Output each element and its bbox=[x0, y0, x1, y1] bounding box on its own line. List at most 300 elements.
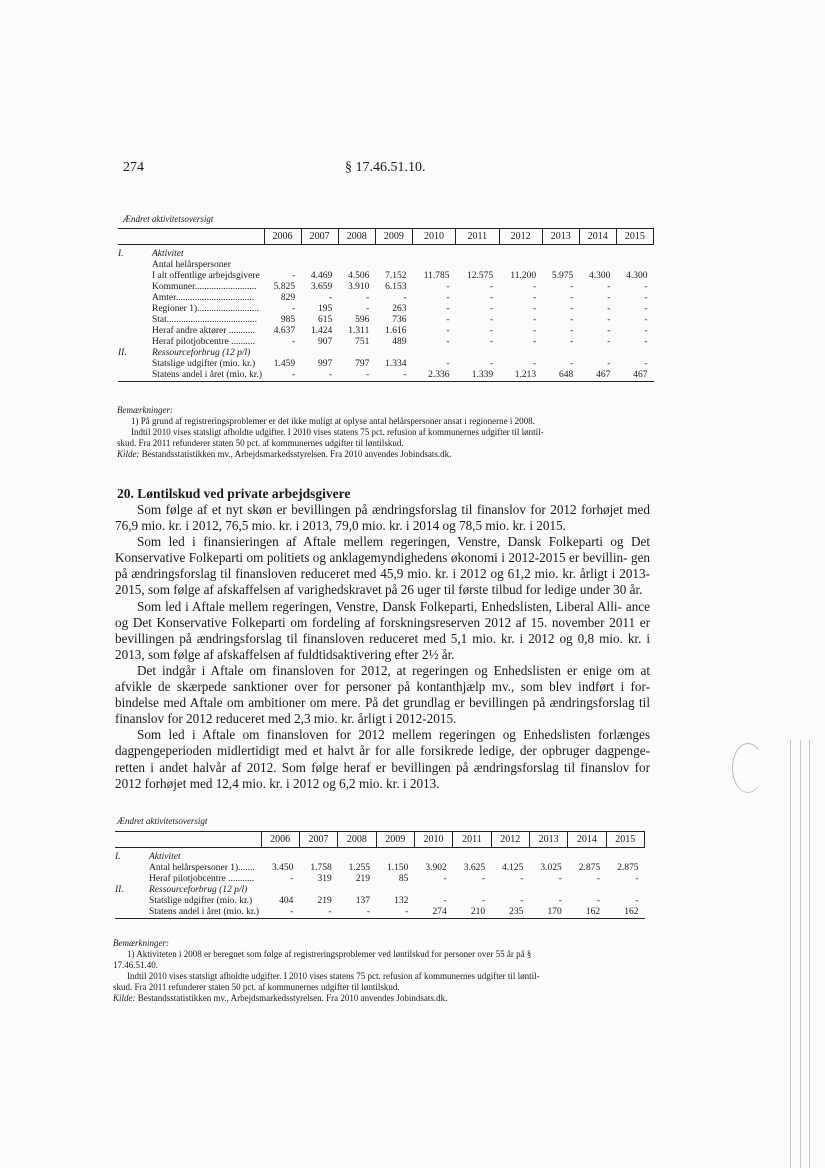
cell-value: 137 bbox=[355, 895, 371, 906]
row-roman bbox=[118, 260, 132, 271]
section-20-heading: 20. Løntilskud ved private arbejdsgivere bbox=[117, 486, 351, 501]
cell-empty bbox=[264, 260, 301, 271]
row-label: Aktivitet bbox=[149, 851, 181, 862]
table1-notes bbox=[117, 405, 657, 460]
cell-value: 162 bbox=[568, 907, 606, 919]
cell-value: - bbox=[489, 314, 494, 325]
cell-value: - bbox=[570, 292, 574, 303]
cell-value: 1.255 bbox=[348, 862, 371, 873]
year-header: 2011 bbox=[456, 229, 500, 245]
cell-empty bbox=[264, 348, 301, 359]
cell-value: - bbox=[291, 270, 296, 281]
cell-value: 985 bbox=[280, 314, 296, 325]
text-line: 2012 forhøjet med 12,4 mio. kr. i 2012 og 6,2 mio. kr. i 2013. bbox=[115, 775, 440, 791]
note-line: Indtil 2010 vises statsligt afholdte udgifter. I 2010 vises statens 75 pct. refusion af kommunernes udgifter til løntil- bbox=[131, 427, 544, 437]
cell-value: - bbox=[290, 873, 294, 884]
cell-empty bbox=[261, 852, 299, 863]
year-header: 2009 bbox=[375, 229, 412, 245]
cell-value: - bbox=[443, 873, 447, 884]
text-line: Det indgår i Aftale om finansloven for 2012, at regeringen og Enhedslisten er enige om at bbox=[137, 662, 650, 678]
cell-value: 210 bbox=[453, 907, 491, 919]
table-row bbox=[118, 282, 654, 293]
table-row bbox=[118, 304, 654, 315]
cell-value: 997 bbox=[317, 358, 333, 369]
cell-empty bbox=[261, 885, 299, 896]
row-roman bbox=[115, 863, 129, 874]
table2-notes bbox=[113, 938, 658, 1004]
cell-empty bbox=[568, 885, 606, 896]
cell-value: - bbox=[570, 303, 574, 314]
cell-value: 263 bbox=[392, 303, 407, 314]
cell-value: 615 bbox=[317, 314, 333, 325]
cell-value: 1.616 bbox=[385, 325, 407, 336]
scan-edge-line bbox=[800, 740, 801, 1168]
cell-value: - bbox=[489, 303, 494, 314]
year-header: 2006 bbox=[264, 229, 301, 245]
cell-value: - bbox=[532, 325, 537, 336]
source-label: Kilde: bbox=[113, 993, 136, 1003]
row-roman bbox=[118, 293, 132, 304]
cell-value: 797 bbox=[355, 358, 370, 369]
cell-value: - bbox=[644, 336, 648, 347]
cell-value: - bbox=[532, 336, 537, 347]
cell-value: 4.637 bbox=[273, 325, 296, 336]
cell-value: 170 bbox=[529, 907, 567, 919]
cell-value: - bbox=[644, 281, 648, 292]
year-header-row bbox=[115, 832, 645, 848]
note-line: skud. Fra 2011 refunderer staten 50 pct. af kommunernes udgifter til løntilskud. bbox=[117, 438, 404, 448]
cell-value: - bbox=[607, 358, 611, 369]
text-line: Konservative Folkeparti om politiets og anklagemyndighedens økonomi i 2012-2015 er bevillin- bbox=[115, 550, 628, 566]
cell-value: - bbox=[446, 292, 450, 303]
year-header: 2010 bbox=[412, 229, 455, 245]
cell-empty bbox=[606, 852, 644, 863]
cell-value: - bbox=[532, 303, 537, 314]
cell-value: 4.300 bbox=[588, 270, 611, 281]
cell-value: 596 bbox=[355, 314, 370, 325]
text-line: gen på ændringsforslag til finansloven reduceret med 45,9 mio. kr. i 2012 og 61,2 mio. kr. årligt bbox=[115, 550, 651, 582]
text-line: Som led i finansieringen af Aftale mellem regeringen, Venstre, Dansk Folkeparti og Det bbox=[137, 534, 650, 550]
cell-value: - bbox=[489, 292, 494, 303]
cell-empty bbox=[456, 348, 500, 359]
row-label: Heraf pilotjobcentre ........... bbox=[149, 873, 255, 884]
text-line: Som led i Aftale mellem regeringen, Venstre, Dansk Folkeparti, Enhedslisten, Liberal Alli- bbox=[137, 598, 622, 614]
table1-activity-overview bbox=[118, 228, 654, 382]
cell-value: 736 bbox=[392, 314, 407, 325]
text-line: Som led i Aftale om finansloven for 2012 mellem regeringen og Enhedslisten forlænges bbox=[137, 727, 650, 743]
table-row bbox=[118, 271, 654, 282]
cell-value: - bbox=[291, 303, 296, 314]
cell-value: - bbox=[446, 281, 450, 292]
cell-empty bbox=[616, 260, 653, 271]
cell-empty bbox=[299, 852, 337, 863]
header-spacer bbox=[115, 832, 129, 848]
cell-value: - bbox=[558, 873, 562, 884]
table-row bbox=[118, 359, 654, 370]
cell-value: 4.469 bbox=[310, 270, 333, 281]
scan-mark bbox=[732, 743, 764, 793]
cell-empty bbox=[414, 885, 452, 896]
year-header: 2007 bbox=[301, 229, 338, 245]
cell-value: 4.125 bbox=[502, 862, 524, 873]
cell-value: 1.334 bbox=[385, 358, 407, 369]
cell-value: - bbox=[291, 336, 296, 347]
cell-value: - bbox=[443, 895, 447, 906]
year-header: 2013 bbox=[529, 832, 567, 848]
cell-value: - bbox=[644, 303, 648, 314]
row-roman bbox=[118, 359, 132, 370]
year-header: 2013 bbox=[542, 229, 579, 245]
cell-empty bbox=[301, 249, 338, 260]
cell-value: - bbox=[596, 895, 601, 906]
cell-value: 162 bbox=[606, 907, 644, 919]
cell-value: - bbox=[607, 303, 611, 314]
row-roman: II. bbox=[118, 347, 127, 358]
row-label: Statens andel i året (mio. kr.) bbox=[129, 907, 261, 919]
table-row bbox=[118, 337, 654, 348]
cell-empty bbox=[616, 348, 653, 359]
year-header: 2008 bbox=[338, 229, 375, 245]
note-line: 1) Aktiviteten i 2008 er beregnet som følge af registreringsproblemer ved løntilskud for personer over 55 år på § bbox=[127, 949, 532, 959]
cell-empty bbox=[375, 249, 412, 260]
cell-value: - bbox=[558, 895, 562, 906]
cell-empty bbox=[264, 249, 301, 260]
table2-activity-overview bbox=[115, 831, 645, 919]
note-line: Indtil 2010 vises statsligt afholdte udgifter. I 2010 vises statens 75 pct. refusion af kommunernes udgifter til løntil- bbox=[127, 971, 540, 981]
paragraph bbox=[115, 534, 650, 598]
cell-value: - bbox=[570, 314, 574, 325]
cell-value: 3.450 bbox=[271, 862, 294, 873]
cell-value: - bbox=[301, 370, 338, 382]
row-label: Stat...................................... bbox=[152, 314, 258, 325]
cell-value: - bbox=[532, 358, 537, 369]
cell-value: 219 bbox=[355, 873, 371, 884]
paragraph bbox=[115, 502, 650, 534]
header-spacer bbox=[129, 832, 261, 848]
row-roman bbox=[118, 337, 132, 348]
cell-value: - bbox=[570, 336, 574, 347]
cell-value: 1.758 bbox=[310, 862, 332, 873]
cell-empty bbox=[338, 260, 375, 271]
cell-value: 829 bbox=[280, 292, 296, 303]
row-label: Ressourceforbrug (12 p/l) bbox=[149, 884, 248, 895]
note-line: 17.46.51.40. bbox=[113, 960, 158, 970]
cell-value: - bbox=[570, 358, 574, 369]
page-number: 274 bbox=[123, 160, 144, 175]
table-row bbox=[118, 370, 654, 382]
table-row bbox=[118, 260, 654, 271]
row-label: Antal helårspersoner bbox=[152, 259, 231, 270]
cell-value: - bbox=[366, 303, 370, 314]
row-label: Statens andel i året (mio. kr.) bbox=[132, 370, 264, 382]
header-spacer bbox=[132, 229, 264, 245]
year-header: 2008 bbox=[338, 832, 376, 848]
table-row bbox=[115, 896, 645, 907]
row-roman bbox=[115, 874, 129, 885]
cell-value: 404 bbox=[279, 895, 294, 906]
table-row bbox=[118, 315, 654, 326]
cell-value: - bbox=[366, 292, 370, 303]
cell-value: - bbox=[532, 292, 537, 303]
table-row bbox=[115, 863, 645, 874]
cell-empty bbox=[456, 260, 500, 271]
text-line: dagpengeperioden midlertidigt med et halvt år for alle forsikrede ledige, der opbruger dagpenge- bbox=[115, 743, 650, 759]
cell-value: - bbox=[607, 336, 611, 347]
text-line: under 30 år. bbox=[579, 582, 643, 598]
cell-value: - bbox=[532, 281, 537, 292]
cell-value: 2.875 bbox=[578, 862, 601, 873]
cell-value: 5.975 bbox=[551, 270, 574, 281]
cell-value: 751 bbox=[355, 336, 370, 347]
cell-empty bbox=[579, 348, 616, 359]
text-line: i 2013-2015, som følge af afskaffelsen af varighedskravet på 26 uger til første tilbud for ledige bbox=[115, 566, 650, 598]
row-label: Statslige udgifter (mio. kr.) bbox=[152, 358, 256, 369]
row-label: Kommuner.......................... bbox=[152, 281, 257, 292]
source-text: Bestandsstatistikken mv., Arbejdsmarkedsstyrelsen. Fra 2010 anvendes Jobindsats.dk. bbox=[139, 449, 452, 459]
row-label: I alt offentlige arbejdsgivere bbox=[152, 270, 260, 281]
cell-value: - bbox=[570, 281, 574, 292]
cell-empty bbox=[301, 348, 338, 359]
text-line: ance og Det Konservative Folkeparti om fordeling af forskningsreserven 2012 af 15. november bbox=[115, 598, 650, 630]
source-line bbox=[113, 993, 658, 1004]
cell-value: 4.506 bbox=[347, 270, 370, 281]
cell-value: - bbox=[607, 281, 611, 292]
text-line: bindelse med Aftale om ambitioner om mere. På det grundlag er bevillingen på ændringsforslag bbox=[115, 695, 635, 711]
cell-value: - bbox=[644, 292, 648, 303]
cell-value: 3.025 bbox=[540, 862, 562, 873]
note-line: skud. Fra 2011 refunderer staten 50 pct. af kommunernes udgifter til løntilskud. bbox=[113, 982, 400, 992]
row-roman bbox=[115, 907, 129, 919]
row-label: Heraf pilotjobcentre .......... bbox=[152, 336, 255, 347]
section-20-body bbox=[115, 502, 650, 792]
cell-value: - bbox=[481, 895, 486, 906]
year-header: 2015 bbox=[606, 832, 644, 848]
year-header: 2012 bbox=[499, 229, 542, 245]
cell-empty bbox=[412, 249, 455, 260]
year-header: 2007 bbox=[299, 832, 337, 848]
cell-empty bbox=[376, 885, 414, 896]
cell-empty bbox=[453, 885, 491, 896]
cell-value: 5.825 bbox=[273, 281, 296, 292]
text-line: Som følge af et nyt skøn er bevillingen på ændringsforslag til finanslov for 2012 forhøjet bbox=[137, 502, 623, 517]
cell-value: - bbox=[532, 314, 537, 325]
paragraph bbox=[115, 663, 650, 727]
cell-value: 11.200 bbox=[510, 270, 537, 281]
row-roman bbox=[118, 370, 132, 382]
cell-empty bbox=[499, 348, 542, 359]
row-label: Amter................................. bbox=[152, 292, 255, 303]
cell-empty bbox=[338, 885, 376, 896]
cell-value: 7.152 bbox=[385, 270, 407, 281]
cell-empty bbox=[499, 249, 542, 260]
cell-value: 219 bbox=[317, 895, 332, 906]
cell-value: 235 bbox=[491, 907, 529, 919]
cell-empty bbox=[529, 885, 567, 896]
cell-empty bbox=[606, 885, 644, 896]
cell-value: 1.339 bbox=[456, 370, 500, 382]
cell-empty bbox=[453, 852, 491, 863]
cell-value: - bbox=[376, 907, 414, 919]
table-row bbox=[115, 907, 645, 919]
row-label: Statslige udgifter (mio. kr.) bbox=[149, 895, 253, 906]
cell-empty bbox=[529, 852, 567, 863]
cell-value: 907 bbox=[317, 336, 333, 347]
row-roman: I. bbox=[115, 851, 121, 862]
cell-empty bbox=[376, 852, 414, 863]
cell-value: - bbox=[635, 873, 639, 884]
table2-title: Ændret aktivitetsoversigt bbox=[117, 816, 208, 826]
table-row bbox=[118, 326, 654, 337]
section-reference: § 17.46.51.10. bbox=[345, 160, 426, 175]
cell-value: - bbox=[520, 895, 524, 906]
paragraph bbox=[115, 727, 650, 791]
cell-empty bbox=[542, 249, 579, 260]
cell-value: - bbox=[644, 358, 648, 369]
cell-empty bbox=[579, 249, 616, 260]
table-row bbox=[115, 885, 645, 896]
row-roman bbox=[118, 282, 132, 293]
cell-value: - bbox=[644, 314, 648, 325]
cell-value: - bbox=[338, 370, 375, 382]
cell-value: - bbox=[403, 292, 407, 303]
row-roman bbox=[118, 315, 132, 326]
cell-value: 489 bbox=[392, 336, 407, 347]
cell-value: - bbox=[446, 314, 450, 325]
table-row bbox=[118, 293, 654, 304]
notes-title: Bemærkninger: bbox=[113, 938, 169, 948]
cell-empty bbox=[491, 885, 529, 896]
cell-value: - bbox=[489, 358, 494, 369]
cell-value: 274 bbox=[414, 907, 452, 919]
year-header: 2010 bbox=[414, 832, 452, 848]
row-roman bbox=[118, 271, 132, 282]
year-header-row bbox=[118, 229, 654, 245]
cell-value: - bbox=[375, 370, 412, 382]
cell-empty bbox=[338, 249, 375, 260]
cell-value: 3.910 bbox=[347, 281, 370, 292]
row-roman bbox=[115, 896, 129, 907]
text-line: 2011 er bevillingen på ændringsforslag til finansloven reduceret med 5,1 mio. kr. i 2012 og 0,8 bbox=[115, 614, 651, 646]
table1-title: Ændret aktivitetsoversigt bbox=[123, 214, 214, 224]
scan-edge-line bbox=[790, 740, 791, 1168]
cell-value: - bbox=[570, 325, 574, 336]
cell-empty bbox=[412, 260, 455, 271]
cell-value: - bbox=[446, 325, 450, 336]
source-line bbox=[117, 449, 657, 460]
text-line: retten i andet halvår af 2012. Som følge heraf er bevillingen på ændringsforslag til finanslov for bbox=[115, 759, 650, 775]
cell-value: 648 bbox=[542, 370, 579, 382]
cell-value: 1.424 bbox=[310, 325, 333, 336]
row-label: Heraf andre aktører ........... bbox=[152, 325, 255, 336]
cell-value: 4.300 bbox=[626, 270, 648, 281]
paragraph bbox=[115, 599, 650, 663]
scan-edge-line bbox=[809, 740, 810, 1168]
cell-value: 85 bbox=[398, 873, 409, 884]
cell-value: - bbox=[446, 303, 450, 314]
cell-value: - bbox=[261, 907, 299, 919]
cell-empty bbox=[375, 260, 412, 271]
cell-value: 1.150 bbox=[387, 862, 409, 873]
cell-empty bbox=[491, 852, 529, 863]
cell-empty bbox=[412, 348, 455, 359]
row-roman: II. bbox=[115, 884, 124, 895]
row-label: Ressourceforbrug (12 p/l) bbox=[152, 347, 251, 358]
cell-value: 2.875 bbox=[617, 862, 639, 873]
header-spacer bbox=[118, 229, 132, 245]
cell-value: 467 bbox=[616, 370, 653, 382]
row-label: Aktivitet bbox=[152, 248, 184, 259]
year-header: 2014 bbox=[568, 832, 606, 848]
cell-empty bbox=[299, 885, 337, 896]
cell-empty bbox=[579, 260, 616, 271]
cell-value: - bbox=[607, 314, 611, 325]
cell-empty bbox=[456, 249, 500, 260]
cell-value: - bbox=[446, 358, 450, 369]
cell-empty bbox=[542, 348, 579, 359]
source-text: Bestandsstatistikken mv., Arbejdsmarkedsstyrelsen. Fra 2010 anvendes Jobindsats.dk. bbox=[135, 993, 448, 1003]
notes-title: Bemærkninger: bbox=[117, 405, 173, 415]
year-header: 2014 bbox=[579, 229, 616, 245]
cell-value: - bbox=[635, 895, 639, 906]
cell-value: - bbox=[299, 907, 337, 919]
cell-empty bbox=[414, 852, 452, 863]
cell-value: - bbox=[329, 292, 333, 303]
cell-empty bbox=[568, 852, 606, 863]
year-header: 2015 bbox=[616, 229, 653, 245]
text-line: mio. kr. i 2013, som følge af afskaffelsen af fuldtidsaktivering efter 2½ år. bbox=[115, 630, 651, 662]
text-line: afvikle de skærpede sanktioner over for personer på kontanthjælp mv., som blev indført i for- bbox=[115, 679, 650, 695]
cell-value: 12.575 bbox=[466, 270, 494, 281]
cell-value: 3.659 bbox=[310, 281, 333, 292]
cell-value: - bbox=[489, 281, 494, 292]
year-header: 2009 bbox=[376, 832, 414, 848]
note-line: 1) På grund af registreringsproblemer er det ikke muligt at oplyse antal helårspersoner ansat i regionerne i 2008. bbox=[131, 416, 535, 426]
cell-empty bbox=[338, 348, 375, 359]
cell-value: - bbox=[338, 907, 376, 919]
cell-empty bbox=[338, 852, 376, 863]
source-label: Kilde: bbox=[117, 449, 140, 459]
table-row bbox=[118, 249, 654, 260]
cell-value: 1.311 bbox=[348, 325, 370, 336]
cell-value: 3.625 bbox=[463, 862, 486, 873]
cell-value: - bbox=[596, 873, 601, 884]
cell-value: 11.785 bbox=[423, 270, 450, 281]
cell-value: - bbox=[489, 325, 494, 336]
row-label: Regioner 1).......................... bbox=[152, 303, 259, 314]
cell-empty bbox=[375, 348, 412, 359]
cell-value: - bbox=[264, 370, 301, 382]
row-label: Antal helårspersoner 1)....... bbox=[149, 862, 255, 873]
cell-value: - bbox=[520, 873, 524, 884]
cell-value: 6.153 bbox=[385, 281, 407, 292]
cell-value: - bbox=[607, 292, 611, 303]
table-row bbox=[118, 348, 654, 359]
cell-empty bbox=[301, 260, 338, 271]
cell-value: - bbox=[644, 325, 648, 336]
cell-value: - bbox=[481, 873, 486, 884]
cell-value: 319 bbox=[317, 873, 332, 884]
text-line: til finanslov for 2012 reduceret med 2,3 mio. kr. årligt i 2012-2015. bbox=[115, 695, 650, 727]
table-row bbox=[115, 874, 645, 885]
row-roman bbox=[118, 326, 132, 337]
cell-value: - bbox=[607, 325, 611, 336]
cell-value: 3.902 bbox=[425, 862, 447, 873]
cell-value: 1.459 bbox=[273, 358, 296, 369]
row-roman: I. bbox=[118, 248, 124, 259]
year-header: 2006 bbox=[261, 832, 299, 848]
cell-empty bbox=[542, 260, 579, 271]
cell-value: - bbox=[446, 336, 450, 347]
